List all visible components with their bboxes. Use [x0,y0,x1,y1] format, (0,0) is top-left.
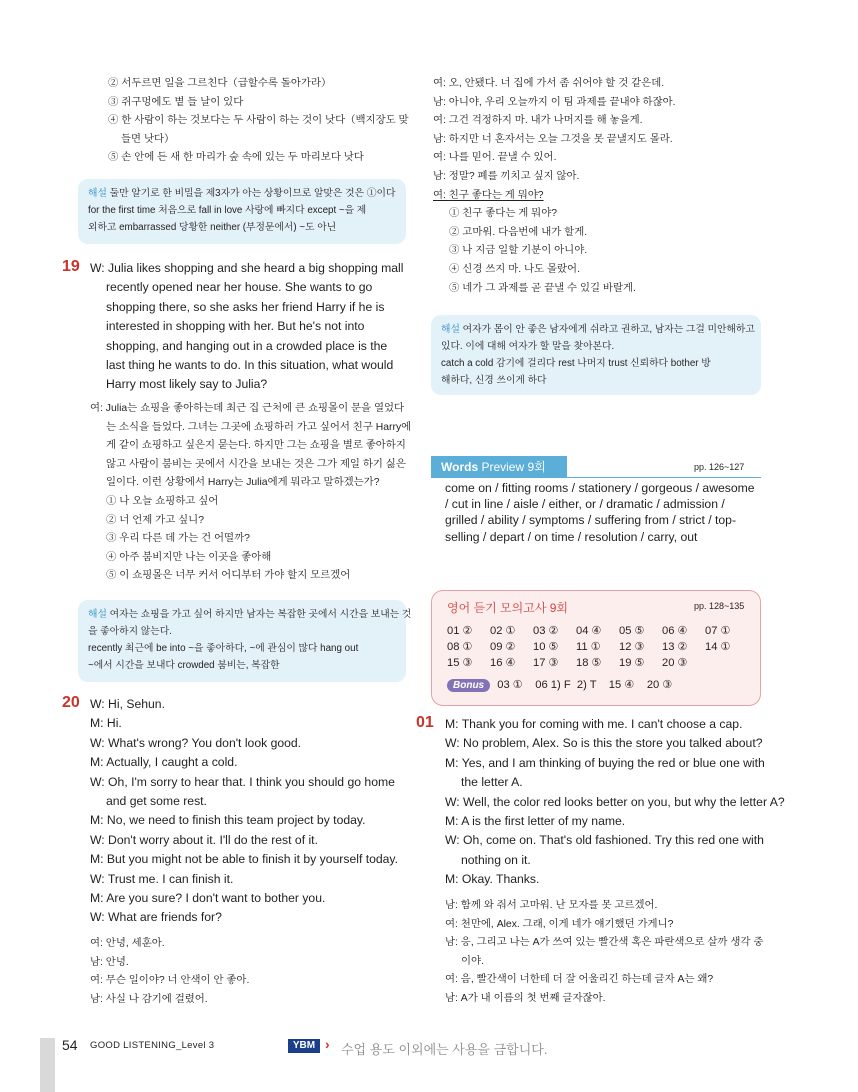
question-number-01: 01 [416,714,434,731]
q01-script [445,715,785,890]
q18-option: ③ 쥐구멍에도 볕 들 날이 있다 [108,96,244,108]
script-line: W: No problem, Alex. So is this the store you talked about? [445,736,763,751]
translation-line: 여: Julia는 쇼핑을 좋아하는데 최근 집 근처에 큰 쇼핑몰이 문을 열었다 [90,403,405,414]
script-line: M: But you might not be able to finish it by yourself today. [90,852,399,867]
translation-line: 는 소식을 들었다. 그녀는 그곳에 쇼핑하러 가고 싶어서 친구 Harry에 [106,421,412,433]
translation-line: 여: 음, 빨간색이 너한테 더 잘 어울리긴 하는데 글자 A는 왜? [445,974,714,986]
answer-item: 09 ② [490,641,516,653]
explanation-line: ~에서 시간을 보내다 crowded 붐비는, 복잡한 [88,660,280,671]
answer-item: 16 ④ [490,657,516,669]
translation-line: 이야. [461,955,484,967]
explanation-line: 외하고 embarrassed 당황한 neither (부정문에서) ~도 아닌 [88,222,337,233]
answer-item: 19 ⑤ [619,657,645,669]
script-line: W: Oh, I'm sorry to hear that. I think you should go home [90,774,395,789]
translation-line: 여: 무슨 일이야? 너 안색이 안 좋아. [90,975,250,987]
explanation-line: 을 좋아하지 않는다. [88,626,172,637]
translation-line: 여: 나를 믿어. 끝낼 수 있어. [433,152,557,164]
q19-option: ③ 우리 다른 데 가는 건 어떨까? [106,533,250,545]
explanation-tag: 해설 [441,324,460,335]
book-title: GOOD LISTENING_Level 3 [90,1040,215,1051]
script-line: M: Thank you for coming with me. I can't choose a cap. [445,717,743,731]
script-line: last thing he wants to do. In this situation, what would [106,358,394,373]
translation-line: 남: 안녕. [90,956,129,968]
q20-option: ① 친구 좋다는 게 뭐야? [449,208,558,220]
translation-line: 남: 함께 와 줘서 고마워. 난 모자를 못 고르겠어. [445,900,658,911]
answer-row [447,640,748,653]
q19-option: ⑤ 이 쇼핑몰은 너무 커서 어디부터 가야 할지 모르겠어 [106,570,351,582]
answer-item: 13 ② [662,641,688,653]
translation-line: 않고 사람이 붐비는 곳에서 시간을 보내는 것은 그가 제일 하기 싫은 [106,458,406,470]
translation-line: 여: 그건 걱정하지 마. 내가 나머지를 해 놓을게. [433,115,643,127]
answer-row [447,656,705,669]
translation-line: 남: 정말? 폐를 끼치고 싶지 않아. [433,170,580,182]
words-preview-title [431,456,567,478]
q19-option: ② 너 언제 가고 싶니? [106,514,204,526]
q19-option: ④ 아주 붐비지만 나는 이곳을 좋아해 [106,551,272,563]
q20-script [90,695,398,928]
script-line: W: Trust me. I can finish it. [90,871,234,886]
script-line: W: What's wrong? You don't look good. [90,735,302,750]
script-line: recently opened near her house. She wants to go [106,280,373,295]
q20-translation-right [433,75,676,298]
explanation-line: for the first time 처음으로 fall in love 사랑에 빠지다 except ~을 제 [88,205,367,216]
answer-row [447,624,748,637]
words-preview-pages: pp. 126~127 [694,462,745,472]
script-line: nothing on it. [461,852,531,867]
answer-item: 01 ② [447,625,473,637]
answer-key-box [431,590,761,706]
script-line: M: A is the first letter of my name. [445,814,626,829]
answer-item: 04 ④ [576,625,602,637]
script-line: M: Yes, and I am thinking of buying the red or blue one with [445,755,765,770]
answer-item: 03 ② [533,625,559,637]
answer-item: 08 ① [447,641,473,653]
explanation-line: 해설 둘만 알기로 한 비밀을 제3자가 아는 상황이므로 알맞은 것은 ①이다 [88,188,396,199]
answer-key-title: 영어 듣기 모의고사 9회 [447,601,569,615]
script-line: interested in shopping with her. But he's not into [106,319,365,334]
bonus-row [447,678,672,692]
answer-item: 18 ⑤ [576,657,602,669]
script-line: Harry most likely say to Julia? [106,377,268,392]
translation-line: 남: A가 내 이름의 첫 번째 글자잖아. [445,992,606,1004]
words-subtitle: Preview 9회 [481,460,546,474]
translation-line: 남: 응, 그리고 나는 A가 쓰여 있는 빨간색 혹은 파란색으로 살까 생각 중 [445,937,764,949]
translation-line: 여: 안녕, 세훈아. [90,938,165,949]
explanation-tag: 해설 [88,609,107,620]
bonus-badge: Bonus [447,679,490,692]
explanation-tag: 해설 [88,188,107,199]
script-line: W: What are friends for? [90,910,222,925]
question-number-19: 19 [62,258,80,275]
answer-item: 12 ③ [619,641,645,653]
script-line: M: Actually, I caught a cold. [90,755,238,770]
q01-translation [445,897,763,1009]
explanation-line: 있다. 이에 대해 여자가 할 말을 찾아본다. [441,341,615,352]
script-line: W: Well, the color red looks better on you, but why the letter A? [445,794,785,809]
answer-item: 11 ① [576,641,601,653]
chevron-right-icon: › [325,1036,330,1052]
page-number: 54 [62,1037,78,1053]
answer-item: 05 ⑤ [619,625,645,637]
translation-line: 남: 사실 나 감기에 걸렸어. [90,993,208,1005]
explanation-line: 해설 여자는 쇼핑을 가고 싶어 하지만 남자는 복잡한 곳에서 시간을 보내는 것 [88,609,412,620]
script-line: shopping, and hanging out in a crowded place is the [106,338,388,353]
q19-translation [90,400,411,586]
translation-line: 남: 아니야, 우리 오늘까지 이 팀 과제를 끝내야 하잖아. [433,96,676,108]
q19-option: ① 나 오늘 쇼핑하고 싶어 [106,495,219,507]
q20-option: ⑤ 네가 그 과제를 곧 끝낼 수 있길 바랄게. [449,282,636,294]
q18-option: ② 서두르면 일을 그르친다（급할수록 돌아가라） [108,78,332,89]
script-line: M: Are you sure? I don't want to bother you. [90,891,326,906]
script-line: W: Julia likes shopping and she heard a big shopping mall [90,261,404,275]
answer-item: 20 ③ [662,657,688,669]
translation-line: 게 같이 쇼핑하고 싶은지 묻는다. 하지만 그는 쇼핑을 별로 좋아하지 [106,440,406,452]
translation-line: 남: 하지만 너 혼자서는 오늘 그것을 못 끝낼지도 몰라. [433,133,673,145]
script-line: M: Hi. [90,716,122,731]
usage-notice: 수업 용도 이외에는 사용을 금합니다. [341,1042,548,1057]
words-preview-list: come on / fitting rooms / stationery / gorgeous / awesome / cut in line / aisle / either, or / dramatic / admission / grilled / ability / symptoms / suffering from / strict / top-selling / depart / on time / resolution / carry, out [445,481,755,544]
q20-translation-left [90,935,249,1009]
script-line: the letter A. [461,775,523,790]
explanation-line: 해하다, 신경 쓰이게 하다 [441,375,547,386]
script-line: and get some rest. [106,794,207,809]
explanation-line: catch a cold 감기에 걸리다 rest 나머지 trust 신뢰하다 bother 방 [441,358,711,369]
script-line: M: No, we need to finish this team project by today. [90,813,366,828]
publisher-logo: YBM [288,1039,320,1053]
q18-option: ⑤ 손 안에 든 새 한 마리가 숲 속에 있는 두 마리보다 낫다 [108,152,364,164]
answer-item: 10 ⑤ [533,641,559,653]
answer-key-pages: pp. 128~135 [694,601,745,611]
answer-item: 15 ③ [447,657,473,669]
q20-option: ④ 신경 쓰지 마. 나도 몰랐어. [449,263,580,275]
q20-explanation-box [431,315,761,395]
q18-options [108,75,409,168]
explanation-line: 해설 여자가 몸이 안 좋은 남자에게 쉬라고 권하고, 남자는 그걸 미안해하고 [441,324,755,335]
q18-explanation-box [78,179,406,244]
words-title: Words [441,460,479,474]
script-line: shopping there, so she asks her friend Harry if he is [106,299,385,314]
question-number-20: 20 [62,694,80,711]
translation-line: 일이다. 이런 상황에서 Harry는 Julia에게 뭐라고 말하겠는가? [106,477,380,489]
answer-item: 06 ④ [662,625,688,637]
answer-item: 14 ① [705,641,731,653]
translation-line: 여: 친구 좋다는 게 뭐야? [433,189,544,201]
answer-item: 02 ① [490,625,516,637]
translation-line: 여: 오, 안됐다. 너 집에 가서 좀 쉬어야 할 것 같은데. [433,78,665,89]
script-line: W: Hi, Sehun. [90,697,165,711]
explanation-line: recently 최근에 be into ~을 좋아하다, ~에 관심이 많다 hang out [88,643,359,654]
answer-item: 07 ① [705,625,731,637]
translation-line: 여: 천만에, Alex. 그래, 이게 네가 얘기했던 가게니? [445,918,674,930]
script-line: W: Oh, come on. That's old fashioned. Try this red one with [445,833,764,848]
words-preview-rule [567,477,761,478]
bonus-answers: 03 ① 06 1) F 2) T 15 ④ 20 ③ [497,679,673,691]
q19-script [90,259,403,395]
script-line: W: Don't worry about it. I'll do the rest of it. [90,832,318,847]
q18-option: 들면 낫다） [121,133,175,145]
q18-option: ④ 한 사람이 하는 것보다는 두 사람이 하는 것이 낫다（백지장도 맞 [108,115,409,127]
q20-option: ② 고마워. 다음번에 내가 할게. [449,226,588,238]
answer-item: 17 ③ [533,657,559,669]
q19-explanation-box [78,600,412,682]
q20-option: ③ 나 지금 일할 기분이 아니야. [449,245,588,257]
footer-side-bar [40,1038,55,1092]
script-line: M: Okay. Thanks. [445,872,540,887]
